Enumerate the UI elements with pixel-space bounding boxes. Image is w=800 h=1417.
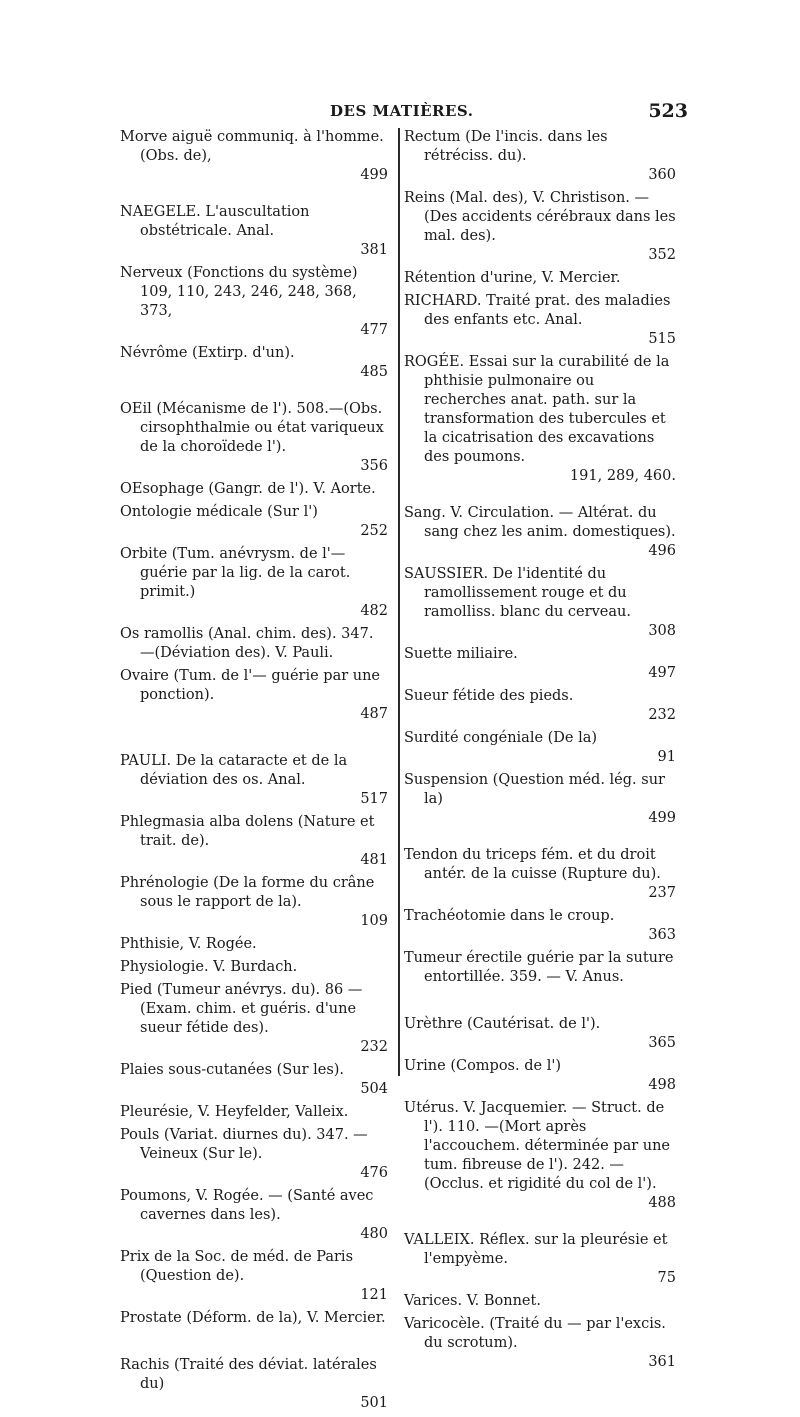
entry-text: Utérus. V. Jacquemier. — Struct. de l'). 110. —(Mort après l'accouchem. déterminée par une tum. fibreuse de l'). 242. — (Occlus. et rigidité du col de l').	[404, 1100, 671, 1192]
index-entry	[404, 128, 676, 185]
entry-text: Tumeur érectile guérie par la suture entortillée. 359. — V. Anus.	[404, 950, 674, 985]
entry-text: Pouls (Variat. diurnes du). 347. — Veineux (Sur le).	[120, 1127, 368, 1162]
entry-page-ref: 497	[648, 665, 676, 681]
index-entry	[120, 480, 388, 499]
index-entry	[120, 1061, 388, 1099]
index-entry	[120, 1248, 388, 1305]
index-entry	[404, 1315, 676, 1372]
left-index-column	[120, 128, 388, 1417]
index-entry	[404, 504, 676, 561]
entry-page-ref: 75	[657, 1270, 676, 1286]
running-title: DES MATIÈRES.	[330, 102, 474, 120]
index-entry	[404, 292, 676, 349]
index-entry	[404, 1292, 676, 1311]
entry-text: Suette miliaire.	[404, 646, 518, 662]
entry-text: Urine (Compos. de l')	[404, 1058, 561, 1074]
entry-text: Orbite (Tum. anévrysm. de l'— guérie par la lig. de la carot. primit.)	[120, 546, 351, 600]
index-entry	[120, 128, 388, 185]
entry-text: Prostate (Déform. de la), V. Mercier.	[120, 1310, 386, 1326]
entry-page-ref: 361	[648, 1354, 676, 1370]
entry-text: Surdité congéniale (De la)	[404, 730, 598, 746]
entry-text: Varicocèle. (Traité du — par l'excis. du scrotum).	[404, 1316, 666, 1351]
entry-text: Plaies sous-cutanées (Sur les).	[120, 1062, 345, 1078]
entry-text: Suspension (Question méd. lég. sur la)	[404, 772, 665, 807]
entry-page-ref: 480	[360, 1226, 388, 1242]
entry-text: VALLEIX. Réflex. sur la pleurésie et l'empyème.	[404, 1232, 668, 1267]
entry-text: Ontologie médicale (Sur l')	[120, 504, 318, 520]
entry-page-ref: 476	[360, 1165, 388, 1181]
entry-page-ref: 365	[648, 1035, 676, 1051]
entry-page-ref: 477	[360, 322, 388, 338]
index-entry	[404, 645, 676, 683]
index-entry	[120, 545, 388, 621]
entry-page-ref: 496	[648, 543, 676, 559]
entry-page-ref: 488	[648, 1195, 676, 1211]
entry-text: Nerveux (Fonctions du système) 109, 110, 243, 246, 248, 368, 373,	[120, 265, 358, 319]
entry-text: Rétention d'urine, V. Mercier.	[404, 270, 621, 286]
index-entry	[120, 625, 388, 663]
section-gap	[404, 991, 676, 1015]
entry-page-ref: 517	[360, 791, 388, 807]
entry-page-ref: 498	[648, 1077, 676, 1093]
page-header	[118, 100, 688, 124]
entry-text: Trachéotomie dans le croup.	[404, 908, 615, 924]
entry-page-ref: 232	[360, 1039, 388, 1055]
index-entry	[120, 752, 388, 809]
index-entry	[404, 771, 676, 828]
column-divider	[398, 128, 400, 1076]
section-gap	[404, 832, 676, 846]
entry-text: Phrénologie (De la forme du crâne sous le rapport de la).	[120, 875, 375, 910]
entry-text: Pied (Tumeur anévrys. du). 86 — (Exam. chim. et guéris. d'une sueur fétide des).	[120, 982, 363, 1036]
index-entry	[120, 1103, 388, 1122]
entry-text: PAULI. De la cataracte et de la déviation des os. Anal.	[120, 753, 348, 788]
entry-text: Ovaire (Tum. de l'— guérie par une ponction).	[120, 668, 381, 703]
entry-page-ref: 381	[360, 242, 388, 258]
entry-text: SAUSSIER. De l'identité du ramollissement rouge et du ramolliss. blanc du cerveau.	[404, 566, 631, 620]
index-entry	[120, 1309, 388, 1328]
entry-text: OEil (Mécanisme de l'). 508.—(Obs. cirsophthalmie ou état variqueux de la choroïdede l').	[120, 401, 384, 455]
entry-text: Rachis (Traité des déviat. latérales du)	[120, 1357, 377, 1392]
entry-page-ref: 91	[657, 749, 676, 765]
entry-page-ref: 499	[360, 167, 388, 183]
section-gap	[120, 728, 388, 752]
entry-page-ref: 485	[360, 364, 388, 380]
index-entry	[120, 958, 388, 977]
index-entry	[120, 344, 388, 382]
entry-text: Tendon du triceps fém. et du droit antér. de la cuisse (Rupture du).	[404, 847, 661, 882]
index-entry	[120, 503, 388, 541]
entry-text: Sueur fétide des pieds.	[404, 688, 574, 704]
entry-text: Névrôme (Extirp. d'un).	[120, 345, 295, 361]
entry-page-ref: 352	[648, 247, 676, 263]
entry-text: Varices. V. Bonnet.	[404, 1293, 541, 1309]
index-entry	[120, 203, 388, 260]
entry-text: Pleurésie, V. Heyfelder, Valleix.	[120, 1104, 349, 1120]
index-entry	[404, 1231, 676, 1288]
index-entry	[404, 353, 676, 486]
entry-text: Os ramollis (Anal. chim. des). 347. —(Déviation des). V. Pauli.	[120, 626, 374, 661]
entry-text: NAEGELE. L'auscultation obstétricale. Anal.	[120, 204, 310, 239]
entry-text: Reins (Mal. des), V. Christison. — (Des accidents cérébraux dans les mal. des).	[404, 190, 676, 244]
entry-page-ref: 515	[648, 331, 676, 347]
entry-text: Phlegmasia alba dolens (Nature et trait. de).	[120, 814, 375, 849]
section-gap	[120, 189, 388, 203]
entry-page-ref: 121	[360, 1287, 388, 1303]
index-entry	[404, 269, 676, 288]
entry-text: Morve aiguë communiq. à l'homme. (Obs. de),	[120, 129, 384, 164]
index-entry	[120, 981, 388, 1057]
page-number: 523	[648, 100, 688, 122]
index-entry	[120, 667, 388, 724]
right-index-column	[404, 128, 676, 1376]
entry-text: Sang. V. Circulation. — Altérat. du sang chez les anim. domestiques).	[404, 505, 676, 540]
entry-page-ref: 482	[360, 603, 388, 619]
index-entry	[404, 565, 676, 641]
index-entry	[120, 400, 388, 476]
section-gap	[120, 1332, 388, 1356]
entry-text: RICHARD. Traité prat. des maladies des enfants etc. Anal.	[404, 293, 671, 328]
index-entry	[404, 949, 676, 987]
index-entry	[120, 874, 388, 931]
index-entry	[120, 1356, 388, 1413]
section-gap	[404, 490, 676, 504]
index-entry	[404, 1099, 676, 1213]
index-entry	[404, 907, 676, 945]
entry-page-ref: 308	[648, 623, 676, 639]
entry-page-ref: 481	[360, 852, 388, 868]
section-gap	[120, 386, 388, 400]
entry-text: Prix de la Soc. de méd. de Paris (Question de).	[120, 1249, 354, 1284]
entry-page-ref: 109	[360, 913, 388, 929]
index-entry	[404, 1015, 676, 1053]
entry-page-ref: 487	[360, 706, 388, 722]
section-gap	[404, 1217, 676, 1231]
index-entry	[404, 1057, 676, 1095]
index-entry	[404, 846, 676, 903]
index-entry	[404, 189, 676, 265]
entry-text: Urèthre (Cautérisat. de l').	[404, 1016, 601, 1032]
index-entry	[404, 729, 676, 767]
entry-page-ref: 237	[648, 885, 676, 901]
entry-page-ref: 363	[648, 927, 676, 943]
index-entry	[120, 813, 388, 870]
entry-page-ref: 191, 289, 460.	[569, 468, 676, 484]
index-entry	[120, 264, 388, 340]
entry-page-ref: 356	[360, 458, 388, 474]
entry-text: Poumons, V. Rogée. — (Santé avec cavernes dans les).	[120, 1188, 374, 1223]
entry-text: OEsophage (Gangr. de l'). V. Aorte.	[120, 481, 376, 497]
entry-text: Rectum (De l'incis. dans les rétréciss. du).	[404, 129, 608, 164]
entry-page-ref: 252	[360, 523, 388, 539]
entry-text: Physiologie. V. Burdach.	[120, 959, 298, 975]
entry-page-ref: 501	[360, 1395, 388, 1411]
entry-page-ref: 360	[648, 167, 676, 183]
entry-text: Phthisie, V. Rogée.	[120, 936, 257, 952]
index-entry	[120, 1187, 388, 1244]
entry-page-ref: 499	[648, 810, 676, 826]
index-entry	[120, 1126, 388, 1183]
index-entry	[120, 935, 388, 954]
index-entry	[404, 687, 676, 725]
entry-page-ref: 504	[360, 1081, 388, 1097]
entry-page-ref: 232	[648, 707, 676, 723]
entry-text: ROGÉE. Essai sur la curabilité de la phthisie pulmonaire ou recherches anat. path. sur la transformation des tubercules et la cicatrisation des excavations des poumons.	[404, 354, 670, 465]
